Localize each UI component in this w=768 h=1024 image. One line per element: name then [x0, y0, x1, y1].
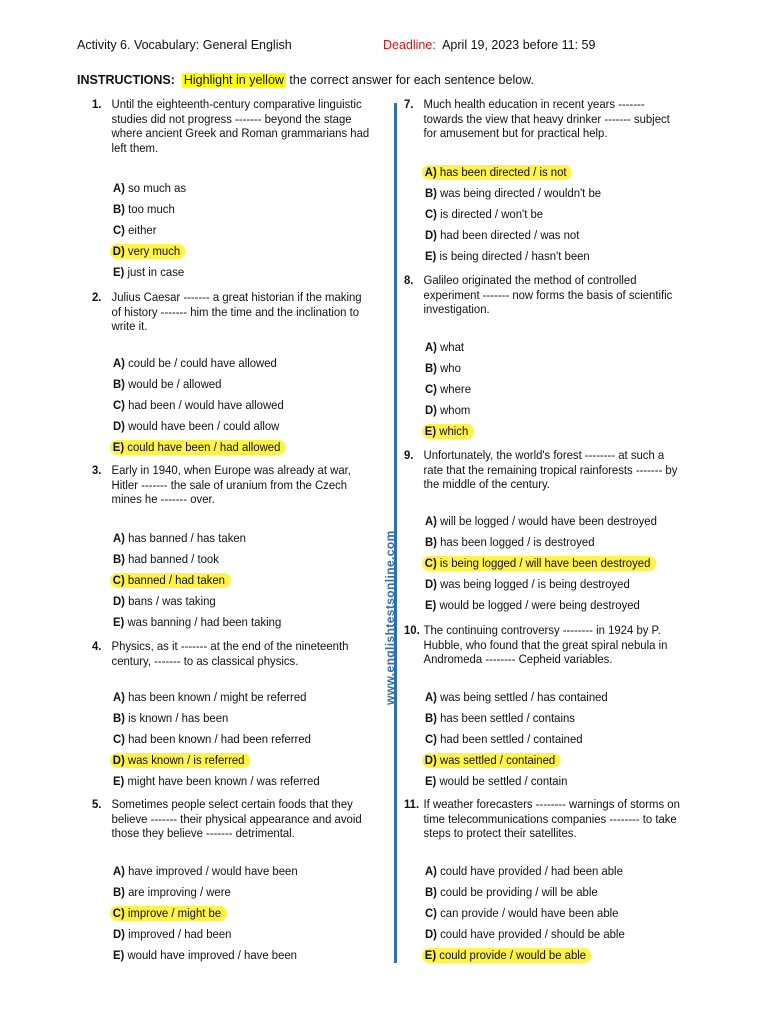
option-text: might have been known / was referred	[127, 774, 320, 788]
answer-option[interactable]	[425, 711, 575, 726]
instructions	[77, 73, 534, 87]
answer-option[interactable]	[113, 265, 184, 280]
option-text: had been known / had been referred	[128, 732, 311, 746]
option-text: would have been / could allow	[128, 419, 280, 433]
answer-option-highlighted[interactable]	[110, 906, 227, 921]
answer-option[interactable]	[113, 864, 298, 879]
option-letter: E)	[113, 948, 125, 962]
answer-option-highlighted[interactable]	[110, 440, 286, 455]
option-text: has banned / has taken	[128, 531, 246, 545]
question-1	[92, 97, 371, 155]
option-letter: B)	[425, 711, 437, 725]
question-number: 11.	[404, 797, 420, 811]
option-letter: C)	[113, 223, 125, 237]
option-letter: C)	[112, 906, 125, 920]
watermark: www.englishtestsonline.com	[383, 530, 397, 705]
option-text: would be / allowed	[128, 377, 222, 391]
option-letter: A)	[425, 864, 437, 878]
option-letter: E)	[425, 598, 437, 612]
answer-option-highlighted[interactable]	[110, 573, 231, 588]
question-text: Julius Caesar ------- a great historian if the making of history ------- him the time and the inclination to write it.	[111, 290, 362, 334]
option-text: could have provided / should be able	[440, 927, 625, 941]
option-text: what	[440, 340, 465, 354]
answer-option[interactable]	[425, 249, 590, 264]
instructions-label: INSTRUCTIONS:	[77, 73, 175, 87]
option-text: are improving / were	[128, 885, 231, 899]
answer-option[interactable]	[113, 377, 221, 392]
answer-option[interactable]	[113, 223, 156, 238]
option-letter: C)	[424, 556, 437, 570]
option-text: has been logged / is destroyed	[440, 535, 595, 549]
answer-option[interactable]	[425, 186, 601, 201]
answer-option[interactable]	[425, 906, 618, 921]
option-text: too much	[128, 202, 175, 216]
option-letter: B)	[425, 361, 437, 375]
question-text: Unfortunately, the world's forest -------- at such a rate that the remaining tropical rainforests ------- by the middle of the century.	[423, 448, 678, 492]
answer-option[interactable]	[113, 615, 281, 630]
option-text: have improved / would have been	[128, 864, 298, 878]
answer-option-highlighted[interactable]	[422, 948, 592, 963]
option-letter: C)	[112, 573, 125, 587]
answer-option[interactable]	[113, 202, 175, 217]
question-3	[92, 463, 371, 507]
option-letter: C)	[113, 398, 125, 412]
question-number: 4.	[92, 639, 102, 653]
answer-option[interactable]	[113, 531, 246, 546]
option-text: very much	[127, 244, 181, 258]
option-text: is being directed / hasn't been	[439, 249, 590, 263]
option-letter: D)	[425, 577, 437, 591]
option-text: was being directed / wouldn't be	[440, 186, 602, 200]
option-letter: A)	[425, 690, 437, 704]
deadline	[383, 38, 595, 52]
option-text: had been directed / was not	[440, 228, 580, 242]
question-text: If weather forecasters -------- warnings of storms on time telecommunications companies -------- to take steps to protect their satellites.	[423, 797, 680, 841]
option-letter: D)	[424, 753, 437, 767]
option-text: was settled / contained	[439, 753, 556, 767]
answer-option-highlighted[interactable]	[110, 244, 186, 259]
answer-option[interactable]	[113, 419, 279, 434]
answer-option[interactable]	[425, 927, 625, 942]
option-letter: A)	[113, 864, 125, 878]
option-letter: D)	[425, 228, 437, 242]
option-letter: E)	[112, 440, 125, 454]
option-letter: A)	[113, 531, 125, 545]
question-4	[92, 639, 371, 668]
option-letter: A)	[425, 340, 437, 354]
option-text: will be logged / would have been destroyed	[440, 514, 657, 528]
option-text: was known / is referred	[127, 753, 245, 767]
option-text: was being logged / is being destroyed	[440, 577, 630, 591]
question-text: Physics, as it ------- at the end of the nineteenth century, ------- to as classical physics.	[111, 639, 349, 668]
answer-option[interactable]	[113, 594, 216, 609]
option-letter: D)	[112, 244, 125, 258]
option-letter: E)	[113, 615, 125, 629]
option-letter: C)	[425, 906, 437, 920]
option-text: could be providing / will be able	[440, 885, 598, 899]
option-text: which	[439, 424, 469, 438]
option-text: had been settled / contained	[440, 732, 583, 746]
option-text: has been directed / is not	[439, 165, 567, 179]
option-letter: D)	[113, 927, 125, 941]
answer-option[interactable]	[425, 885, 598, 900]
option-letter: D)	[425, 403, 437, 417]
option-text: had banned / took	[128, 552, 219, 566]
option-text: could be / could have allowed	[128, 356, 277, 370]
option-text: has been known / might be referred	[128, 690, 307, 704]
answer-option-highlighted[interactable]	[422, 753, 561, 768]
option-text: would be settled / contain	[439, 774, 568, 788]
question-2	[92, 290, 371, 334]
option-text: could have provided / had been able	[440, 864, 623, 878]
question-5	[92, 797, 371, 841]
option-text: is known / has been	[128, 711, 229, 725]
answer-option[interactable]	[425, 864, 623, 879]
option-text: can provide / would have been able	[440, 906, 619, 920]
answer-option-highlighted[interactable]	[422, 424, 474, 439]
answer-option[interactable]	[425, 577, 630, 592]
question-7	[404, 97, 683, 141]
answer-option[interactable]	[425, 690, 608, 705]
option-letter: C)	[425, 382, 437, 396]
option-text: just in case	[127, 265, 185, 279]
option-letter: A)	[113, 690, 125, 704]
option-text: was being settled / has contained	[440, 690, 608, 704]
question-10	[404, 623, 683, 667]
activity-title: Activity 6. Vocabulary: General English	[77, 38, 292, 52]
option-letter: E)	[113, 265, 125, 279]
option-text: either	[128, 223, 157, 237]
option-text: has been settled / contains	[440, 711, 575, 725]
instructions-rest: the correct answer for each sentence below.	[285, 73, 534, 87]
question-number: 2.	[92, 290, 102, 304]
option-letter: B)	[113, 552, 125, 566]
answer-option[interactable]	[113, 356, 277, 371]
answer-option[interactable]	[113, 690, 306, 705]
answer-option[interactable]	[113, 774, 320, 789]
option-text: who	[440, 361, 461, 375]
answer-option[interactable]	[113, 552, 219, 567]
option-letter: E)	[424, 424, 437, 438]
option-text: whom	[440, 403, 471, 417]
answer-option[interactable]	[113, 711, 228, 726]
option-letter: C)	[425, 207, 437, 221]
option-letter: D)	[112, 753, 125, 767]
question-text: Early in 1940, when Europe was already at war, Hitler ------- the sale of uranium from the Czech mines he ------- over.	[111, 463, 351, 507]
option-letter: B)	[113, 711, 125, 725]
option-letter: A)	[113, 356, 125, 370]
option-text: could have been / had allowed	[127, 440, 281, 454]
question-text: Until the eighteenth-century comparative linguistic studies did not progress ------- beyond the stage where ancient Greek and Roman grammarians had left them.	[111, 97, 370, 155]
option-text: was banning / had been taking	[127, 615, 282, 629]
option-letter: E)	[425, 249, 437, 263]
option-letter: C)	[425, 732, 437, 746]
option-text: improve / might be	[127, 906, 222, 920]
question-11	[404, 797, 683, 841]
option-text: bans / was taking	[128, 594, 216, 608]
question-number: 5.	[92, 797, 102, 811]
answer-option[interactable]	[425, 514, 657, 529]
option-letter: B)	[113, 377, 125, 391]
option-text: had been / would have allowed	[128, 398, 284, 412]
instructions-highlight: Highlight in yellow	[183, 73, 284, 87]
option-letter: D)	[425, 927, 437, 941]
answer-option[interactable]	[113, 732, 311, 747]
answer-option[interactable]	[425, 382, 471, 397]
option-text: where	[440, 382, 472, 396]
option-letter: A)	[425, 514, 437, 528]
answer-option[interactable]	[113, 398, 284, 413]
option-letter: A)	[113, 181, 125, 195]
option-letter: B)	[113, 885, 125, 899]
option-letter: A)	[424, 165, 437, 179]
question-9	[404, 448, 683, 492]
question-text: Much health education in recent years ------- towards the view that heavy drinker ------- subject for amusement but for practical help.	[423, 97, 670, 141]
option-text: is directed / won't be	[440, 207, 544, 221]
option-text: banned / had taken	[127, 573, 225, 587]
question-number: 1.	[92, 97, 102, 111]
answer-option[interactable]	[425, 361, 461, 376]
answer-option-highlighted[interactable]	[110, 753, 250, 768]
question-text: Galileo originated the method of controlled experiment ------- now forms the basis of scientific investigation.	[423, 273, 673, 317]
answer-option-highlighted[interactable]	[422, 556, 656, 571]
question-number: 8.	[404, 273, 414, 287]
option-text: improved / had been	[128, 927, 232, 941]
option-letter: D)	[113, 419, 125, 433]
question-text: Sometimes people select certain foods that they believe ------- their physical appearance and avoid those they believe ------- detrimental.	[111, 797, 362, 841]
option-text: so much as	[128, 181, 187, 195]
option-letter: B)	[425, 535, 437, 549]
option-letter: B)	[113, 202, 125, 216]
question-text: The continuing controversy -------- in 1924 by P. Hubble, who found that the great spiral nebula in Andromeda -------- Cepheid variables.	[423, 623, 668, 667]
option-letter: D)	[113, 594, 125, 608]
option-letter: E)	[425, 774, 437, 788]
answer-option[interactable]	[113, 927, 231, 942]
option-letter: C)	[113, 732, 125, 746]
answer-option-highlighted[interactable]	[422, 165, 572, 180]
deadline-label: Deadline:	[383, 38, 436, 52]
answer-option[interactable]	[113, 948, 297, 963]
option-letter: E)	[424, 948, 437, 962]
deadline-value: April 19, 2023 before 11: 59	[442, 38, 596, 52]
question-number: 9.	[404, 448, 414, 462]
option-text: would have improved / have been	[127, 948, 297, 962]
answer-option[interactable]	[425, 535, 595, 550]
option-text: could provide / would be able	[439, 948, 587, 962]
answer-option[interactable]	[425, 340, 464, 355]
option-text: is being logged / will have been destroyed	[439, 556, 651, 570]
answer-option[interactable]	[113, 885, 231, 900]
option-text: would be logged / were being destroyed	[439, 598, 640, 612]
question-number: 3.	[92, 463, 102, 477]
question-8	[404, 273, 683, 317]
question-number: 7.	[404, 97, 414, 111]
answer-option[interactable]	[425, 207, 543, 222]
answer-option[interactable]	[425, 732, 583, 747]
answer-option[interactable]	[425, 774, 567, 789]
answer-option[interactable]	[425, 228, 579, 243]
question-number: 10.	[404, 623, 420, 637]
answer-option[interactable]	[425, 598, 640, 613]
answer-option[interactable]	[113, 181, 186, 196]
option-letter: B)	[425, 885, 437, 899]
option-letter: E)	[113, 774, 125, 788]
option-letter: B)	[425, 186, 437, 200]
answer-option[interactable]	[425, 403, 470, 418]
